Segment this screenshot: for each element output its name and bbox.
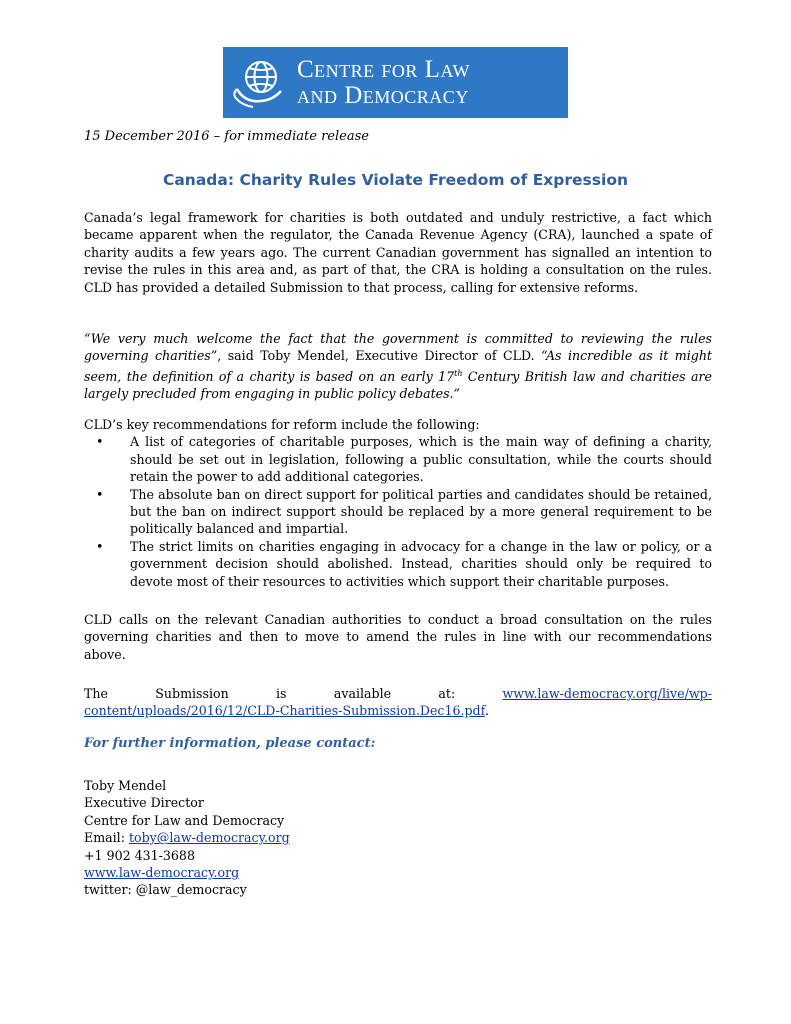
contact-twitter: twitter: @law_democracy [84,882,247,898]
release-date: 15 December 2016 – for immediate release [84,129,369,144]
submission-link-part-2[interactable]: content/uploads/2016/12/CLD-Charities-Submission.Dec16.pdf [84,703,485,719]
contact-website-row [84,864,290,881]
recommendations-list [84,433,712,590]
bullet-icon: • [96,538,104,554]
contact-block [84,777,290,899]
paragraph-intro-text: Canada’s legal framework for charities is both outdated and unduly restrictive, a fact which became apparent when the regulator, the Canada Revenue Agency (CRA), launched a spate of charity audits a few years ago. The current Canadian government has signalled an intention to revise the rules in this area and, as part of that, the CRA is holding a consultation on the rules. CLD has provided a detailed Submission to that process, calling for extensive reforms. [84,210,712,295]
submission-period: . [484,703,489,719]
cld-logo [223,47,568,118]
submission-word: Submission [155,686,229,701]
contact-org: Centre for Law and Democracy [84,812,285,828]
submission-word: The [84,686,108,701]
submission-word: at: [438,686,456,701]
list-item [96,486,712,538]
bullet-icon: • [96,486,104,502]
submission-paragraph [84,685,712,720]
list-item-text: The absolute ban on direct support for political parties and candidates should be retained, but the ban on indirect support should be replaced by a more general requirement to be politically balanced and impartial. [130,486,712,537]
list-item-text: A list of categories of charitable purposes, which is the main way of defining a charity, should be set out in legislation, following a public consultation, while the courts should retain the power to add additional categories. [130,434,712,485]
email-link[interactable]: toby@law-democracy.org [128,830,290,846]
paragraph-quote [84,330,712,403]
submission-word: available [333,686,392,701]
recommendations-intro: CLD’s key recommendations for reform include the following: [84,417,480,432]
contact-name: Toby Mendel [84,778,167,793]
further-info-heading: For further information, please contact: [84,736,376,751]
submission-link-part-1[interactable]: www.law-democracy.org/live/wp- [502,686,712,701]
paragraph-call-text: CLD calls on the relevant Canadian authorities to conduct a broad consultation on the rules governing charities and then to move to amend the rules in line with our recommendations above. [84,612,712,662]
logo-line-1: Centre for Law [297,55,470,83]
paragraph-call [84,611,712,663]
globe-in-hand-icon [223,47,293,118]
list-item-text: The strict limits on charities engaging in advocacy for a change in the law or policy, or a government decision should abolished. Instead, charities should only be required to devote most of their resources to activities which support their charitable purposes. [130,538,712,589]
email-label: Email: [84,830,129,846]
list-item [96,433,712,485]
quote-attribution: , said Toby Mendel, Executive Director of CLD. [217,348,542,364]
logo-wordmark [297,57,470,109]
contact-email-row [84,829,290,846]
recommendations [84,416,712,590]
list-item [96,538,712,590]
quote-part-1: “We very much welcome the fact that the government is committed to reviewing the rules governing charities” [84,331,712,364]
paragraph-intro [84,209,712,296]
submission-line-2 [84,702,712,719]
website-link[interactable]: www.law-democracy.org [84,865,240,881]
contact-title: Executive Director [84,795,204,811]
quote-part-2a: “As incredible as it might seem, the definition of a charity is based on an early 17 [84,348,712,384]
quote-superscript: th [454,368,463,378]
quote-part-2b: Century British law and charities are largely precluded from engaging in public policy debates.” [84,369,712,402]
bullet-icon: • [96,434,104,450]
contact-phone: +1 902 431-3688 [84,847,195,863]
submission-word: is [276,686,287,701]
logo-line-2: and Democracy [297,81,469,109]
headline: Canada: Charity Rules Violate Freedom of Expression [162,171,629,189]
submission-line-1 [84,685,712,702]
